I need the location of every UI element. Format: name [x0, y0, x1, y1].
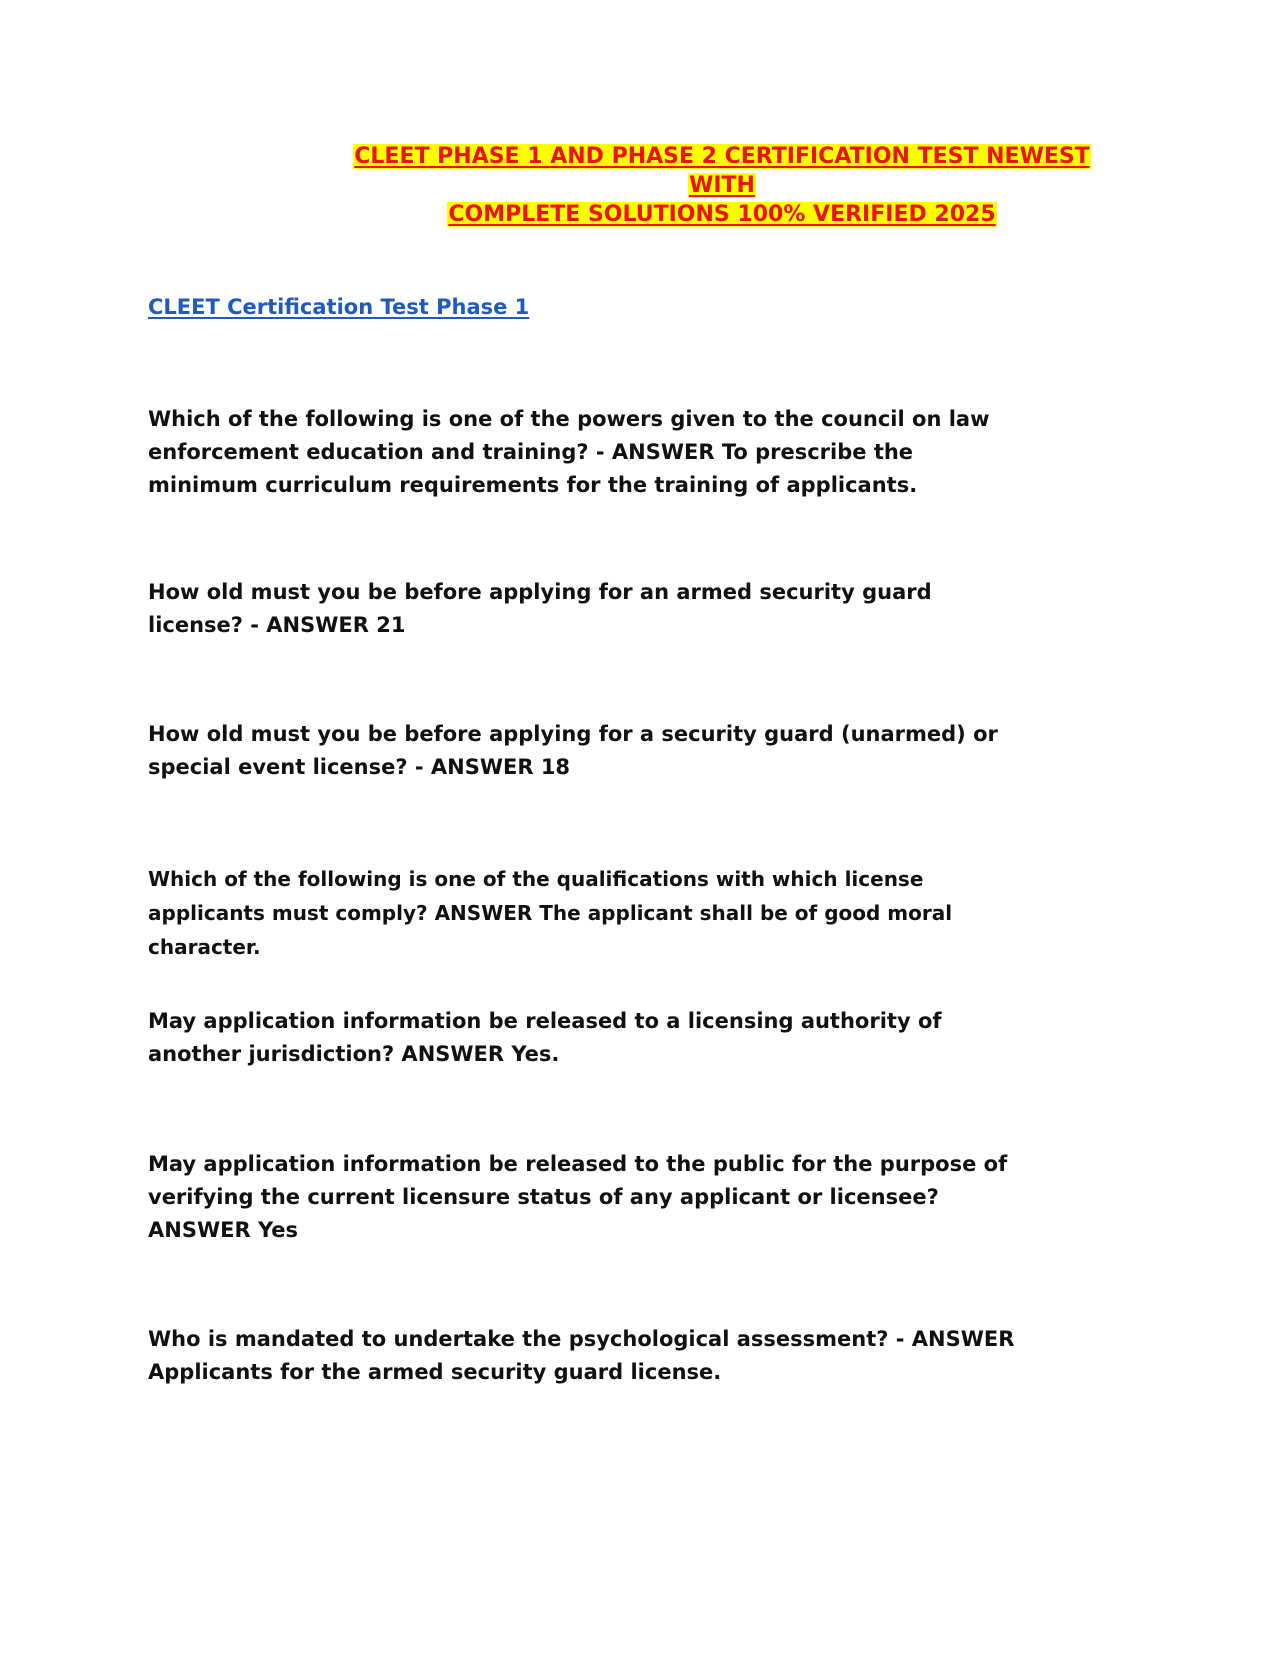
document-title: [322, 142, 1122, 229]
qa-item-6: May application information be released to the public for the purpose of verifying the current licensure status of any applicant or licensee? ANSWER Yes: [148, 1152, 1008, 1242]
qa-item-4: Which of the following is one of the qualifications with which license applicants must comply? ANSWER The applicant shall be of good moral character.: [148, 867, 953, 959]
qa-item-1: Which of the following is one of the powers given to the council on law enforcement education and training? - ANSWER To prescribe the minimum curriculum requirements for the training of applicants.: [148, 407, 990, 497]
qa-item-5: May application information be released to a licensing authority of another jurisdiction? ANSWER Yes.: [148, 1009, 942, 1066]
document-title-line-2: COMPLETE SOLUTIONS 100% VERIFIED 2025: [448, 202, 996, 227]
section-heading-link[interactable]: CLEET Certification Test Phase 1: [148, 295, 530, 319]
document-title-line-1: CLEET PHASE 1 AND PHASE 2 CERTIFICATION TEST NEWEST WITH: [354, 144, 1090, 198]
qa-item-2: How old must you be before applying for an armed security guard license? - ANSWER 21: [148, 580, 932, 637]
qa-item-3: How old must you be before applying for a security guard (unarmed) or special event license? - ANSWER 18: [148, 722, 998, 779]
qa-item-7: Who is mandated to undertake the psychological assessment? - ANSWER Applicants for the armed security guard license.: [148, 1327, 1015, 1384]
